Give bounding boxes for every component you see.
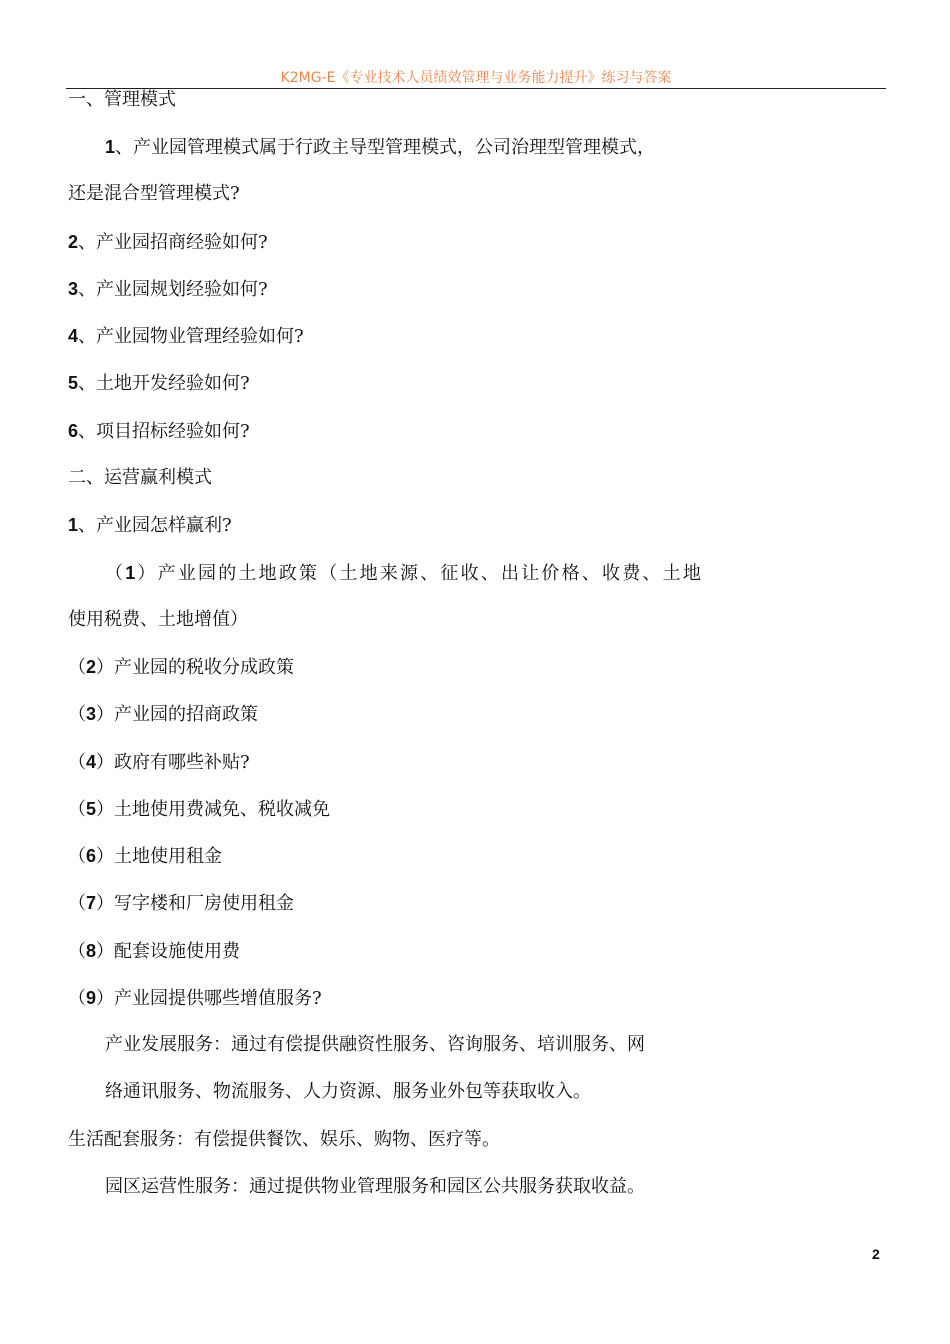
page-number: 2 <box>872 1246 880 1262</box>
item-number: 1 <box>125 563 138 583</box>
question-text: 、产业园物业管理经验如何? <box>78 326 304 347</box>
list-item-2 <box>68 655 294 680</box>
question-number: 1 <box>105 137 116 157</box>
paren-open: （ <box>68 752 86 773</box>
item-text: ）土地使用租金 <box>96 846 223 867</box>
question-number: 2 <box>68 232 79 252</box>
list-item-9 <box>68 986 322 1011</box>
item-text: ）土地使用费减免、税收减免 <box>96 799 331 820</box>
item-number: 7 <box>86 893 97 913</box>
paren-open: （ <box>68 988 86 1009</box>
question-1-continuation: 还是混合型管理模式? <box>68 183 240 204</box>
item-number: 4 <box>86 752 97 772</box>
list-item-6 <box>68 844 222 869</box>
service-park-operation: 园区运营性服务：通过提供物业管理服务和园区公共服务获取收益。 <box>105 1176 645 1197</box>
question-number: 1 <box>68 515 79 535</box>
question-text: 、产业园怎样赢利? <box>78 515 232 536</box>
question-number: 5 <box>68 373 79 393</box>
item-number: 8 <box>86 941 97 961</box>
question-2 <box>68 230 268 255</box>
item-text: ）产业园的土地政策（土地来源、征收、出让价格、收费、土地 <box>137 563 704 584</box>
list-item-3 <box>68 702 258 727</box>
list-item-8 <box>68 939 240 964</box>
item-text: ）产业园的税收分成政策 <box>96 657 295 678</box>
item-number: 2 <box>86 657 97 677</box>
paren-open: （ <box>68 893 86 914</box>
section-heading-management-mode: 一、管理模式 <box>68 89 176 110</box>
question-number: 4 <box>68 326 79 346</box>
question-4 <box>68 324 304 349</box>
question-1 <box>105 135 655 160</box>
service-life-support: 生活配套服务：有偿提供餐饮、娱乐、购物、医疗等。 <box>68 1129 500 1150</box>
item-text: ）配套设施使用费 <box>96 941 241 962</box>
question-5 <box>68 371 250 396</box>
header-divider <box>66 88 886 89</box>
question-number: 3 <box>68 279 79 299</box>
item-number: 9 <box>86 988 97 1008</box>
question-3 <box>68 277 268 302</box>
service-industry-development: 产业发展服务：通过有偿提供融资性服务、咨询服务、培训服务、网 <box>105 1034 645 1055</box>
list-item-1-continuation: 使用税费、土地增值） <box>68 609 248 630</box>
paren-open: （ <box>68 846 86 867</box>
document-header-title: K2MG-E《专业技术人员绩效管理与业务能力提升》练习与答案 <box>280 70 672 86</box>
question-text: 、产业园招商经验如何? <box>78 232 268 253</box>
item-text: ）写字楼和厂房使用租金 <box>96 893 295 914</box>
paren-open: （ <box>105 563 126 584</box>
list-item-5 <box>68 797 330 822</box>
paren-open: （ <box>68 799 86 820</box>
item-number: 3 <box>86 704 97 724</box>
section-heading-profit-model: 二、运营赢利模式 <box>68 467 212 488</box>
question-text: 、土地开发经验如何? <box>78 373 250 394</box>
paren-open: （ <box>68 657 86 678</box>
question-profit <box>68 513 232 538</box>
question-text: 、产业园规划经验如何? <box>78 279 268 300</box>
list-item-7 <box>68 891 294 916</box>
item-number: 5 <box>86 799 97 819</box>
paren-open: （ <box>68 704 86 725</box>
question-text: 、产业园管理模式属于行政主导型管理模式，公司治理型管理模式， <box>115 137 656 158</box>
item-text: ）产业园提供哪些增值服务? <box>96 988 322 1009</box>
list-item-4 <box>68 750 250 775</box>
question-text: 、项目招标经验如何? <box>78 421 250 442</box>
paren-open: （ <box>68 941 86 962</box>
service-industry-development-continuation: 络通讯服务、物流服务、人力资源、服务业外包等获取收入。 <box>105 1081 591 1102</box>
list-item-1 <box>105 561 703 586</box>
item-number: 6 <box>86 846 97 866</box>
item-text: ）政府有哪些补贴? <box>96 752 250 773</box>
question-6 <box>68 419 250 444</box>
item-text: ）产业园的招商政策 <box>96 704 259 725</box>
question-number: 6 <box>68 421 79 441</box>
